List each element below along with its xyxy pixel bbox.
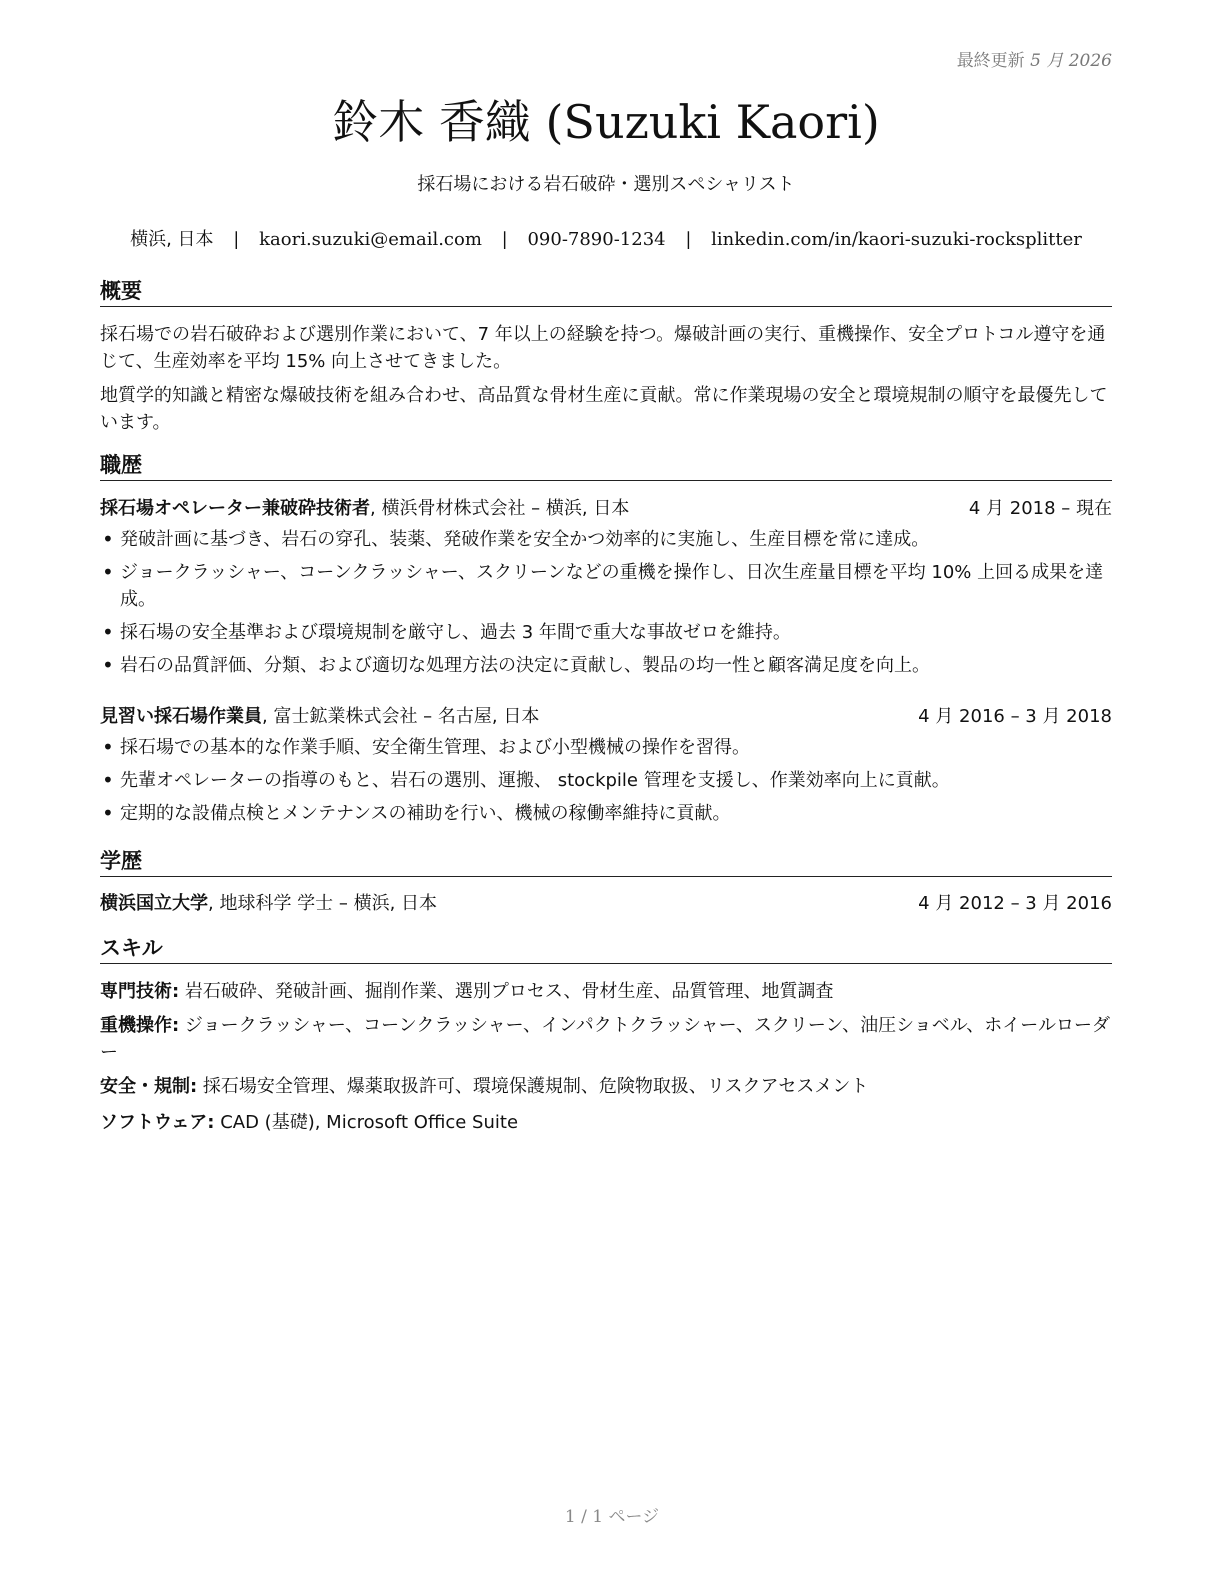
updated-year: 2026 [1068,51,1112,71]
last-updated [957,46,1112,71]
job-bullets [100,526,1112,685]
skill-label: 重機操作: [100,1015,180,1036]
candidate-headline: 採石場における岩石破砕・選別スペシャリスト [417,174,795,195]
contact-phone[interactable]: 090-7890-1234 [527,229,666,250]
list-item: • 岩石の品質評価、分類、および適切な処理方法の決定に貢献し、製品の均一性と顧客満足度を向上。 [100,652,1112,679]
contact-linkedin-link[interactable]: linkedin.com/in/kaori-suzuki-rocksplitter [711,229,1082,250]
education-dates: 4 月 2012 – 3 月 2016 [918,893,1112,914]
job-role: 見習い採石場作業員 [100,706,262,727]
list-item: • 発破計画に基づき、岩石の穿孔、装薬、発破作業を安全かつ効率的に実施し、生産目標を常に達成。 [100,526,1112,553]
education-detail: , 地球科学 学士 – 横浜, 日本 [208,893,438,914]
skill-label: 専門技術: [100,981,180,1002]
list-item: • ジョークラッシャー、コーンクラッシャー、スクリーンなどの重機を操作し、日次生産量目標を平均 10% 上回る成果を達成。 [100,559,1112,613]
page-number: 1 / 1 ページ [564,1507,660,1527]
contact-line [100,225,1112,251]
summary-paragraph: 地質学的知識と精密な爆破技術を組み合わせ、高品質な骨材生産に貢献。常に作業現場の安全と環境規制の順守を最優先しています。 [100,385,1108,433]
skill-value: 採石場安全管理、爆薬取扱許可、環境保護規制、危険物取扱、リスクアセスメント [197,1076,869,1097]
contact-separator: | [685,229,692,250]
section-title-skills: スキル [100,935,1112,964]
job-company: , 富士鉱業株式会社 – 名古屋, 日本 [262,706,540,727]
job-company: , 横浜骨材株式会社 – 横浜, 日本 [370,498,630,519]
candidate-name: 鈴木 香織 (Suzuki Kaori) [332,95,880,149]
skill-value: 岩石破砕、発破計画、掘削作業、選別プロセス、骨材生産、品質管理、地質調査 [179,981,834,1002]
job-role: 採石場オペレーター兼破砕技術者 [100,498,370,519]
list-item: • 定期的な設備点検とメンテナンスの補助を行い、機械の稼働率維持に貢献。 [100,800,1112,827]
summary-paragraph: 採石場での岩石破砕および選別作業において、7 年以上の経験を持つ。爆破計画の実行、重機操作、安全プロトコル遵守を通じて、生産効率を平均 15% 向上させてきました。 [100,324,1106,372]
contact-separator: | [501,229,508,250]
education-school: 横浜国立大学 [100,893,208,914]
section-title-experience: 職歴 [100,452,1112,481]
skill-label: ソフトウェア: [100,1112,215,1133]
updated-month: 5 月 [1030,51,1064,71]
section-title-education: 学歴 [100,848,1112,877]
skill-value: ジョークラッシャー、コーンクラッシャー、インパクトクラッシャー、スクリーン、油圧ショベル、ホイールローダー [100,1015,1110,1063]
section-title-summary: 概要 [100,278,1112,307]
job-dates: 4 月 2018 – 現在 [968,498,1112,519]
list-item: • 先輩オペレーターの指導のもと、岩石の選別、運搬、 stockpile 管理を支援し、作業効率向上に貢献。 [100,767,1112,794]
education-entry [100,892,1112,916]
updated-label: 最終更新 [956,51,1025,71]
contact-location: 横浜, 日本 [130,229,214,250]
skill-line [100,1073,1112,1100]
skill-line [100,1109,1112,1136]
skill-label: 安全・規制: [100,1076,198,1097]
contact-email-link[interactable]: kaori.suzuki@email.com [259,229,482,250]
job-dates: 4 月 2016 – 3 月 2018 [918,706,1112,727]
list-item: • 採石場の安全基準および環境規制を厳守し、過去 3 年間で重大な事故ゼロを維持。 [100,619,1112,646]
skill-line [100,1012,1112,1066]
job-header [100,497,1112,521]
list-item: • 採石場での基本的な作業手順、安全衛生管理、および小型機械の操作を習得。 [100,734,1112,761]
skill-value: CAD (基礎), Microsoft Office Suite [214,1112,519,1133]
job-bullets [100,734,1112,833]
skill-line [100,978,1112,1005]
contact-separator: | [233,229,240,250]
job-header [100,705,1112,729]
resume-page [100,0,1112,1584]
